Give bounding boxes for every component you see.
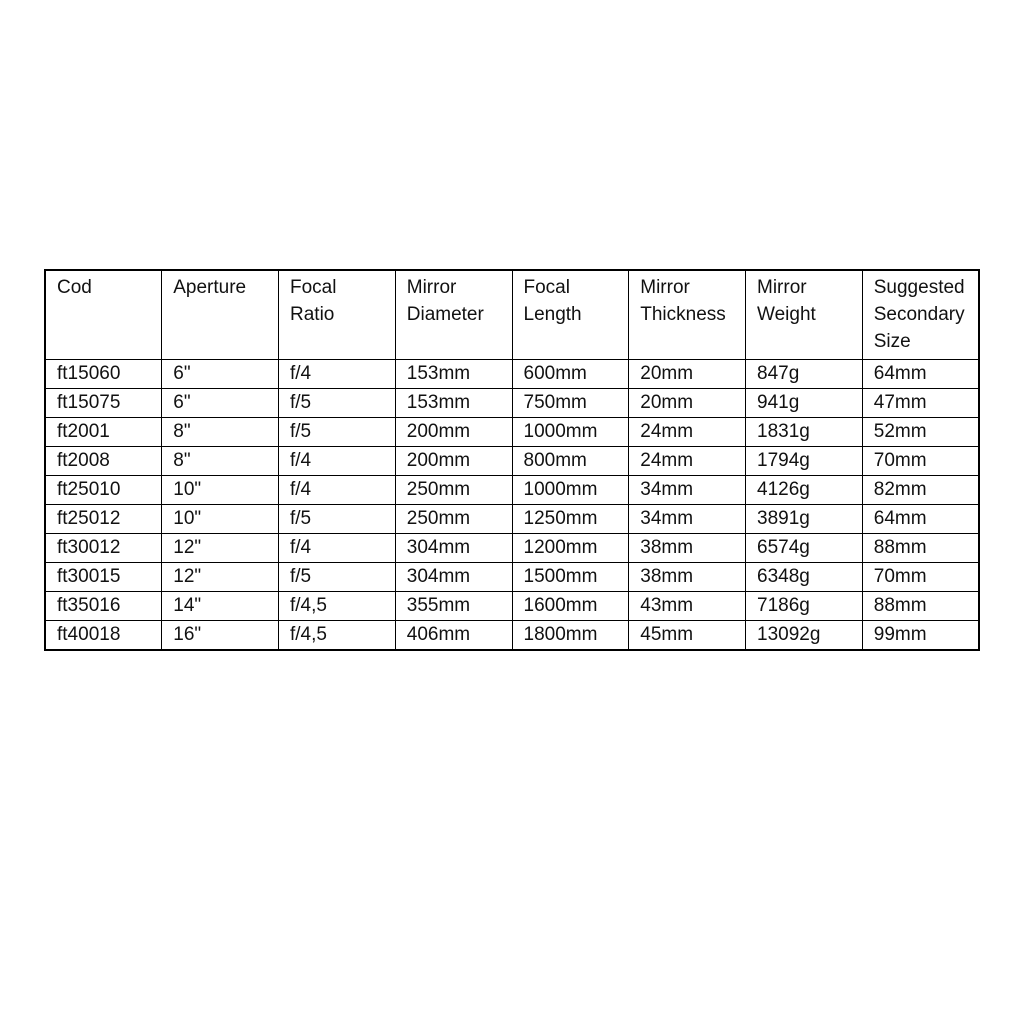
cell-mirror-diameter: 200mm xyxy=(395,447,512,476)
cell-aperture: 6" xyxy=(162,360,279,389)
table-row xyxy=(45,534,979,563)
cell-aperture: 14" xyxy=(162,592,279,621)
cell-mirror-diameter: 406mm xyxy=(395,621,512,651)
header-text: Mirror xyxy=(640,277,690,298)
cell-cod: ft15060 xyxy=(45,360,162,389)
cell-mirror-thickness: 34mm xyxy=(629,476,746,505)
cell-suggested-secondary-size: 88mm xyxy=(862,534,979,563)
cell-focal-ratio: f/5 xyxy=(279,418,396,447)
cell-mirror-diameter: 250mm xyxy=(395,505,512,534)
cell-mirror-diameter: 304mm xyxy=(395,534,512,563)
cell-focal-length: 1250mm xyxy=(512,505,629,534)
cell-mirror-weight: 4126g xyxy=(746,476,863,505)
header-cell-focal-length xyxy=(512,270,629,360)
cell-suggested-secondary-size: 99mm xyxy=(862,621,979,651)
header-cell-aperture xyxy=(162,270,279,360)
cell-aperture: 6" xyxy=(162,389,279,418)
cell-focal-length: 1800mm xyxy=(512,621,629,651)
table-row xyxy=(45,592,979,621)
cell-mirror-diameter: 304mm xyxy=(395,563,512,592)
cell-aperture: 8" xyxy=(162,418,279,447)
cell-cod: ft30012 xyxy=(45,534,162,563)
header-cell-suggested-secondary-size xyxy=(862,270,979,360)
cell-suggested-secondary-size: 52mm xyxy=(862,418,979,447)
cell-aperture: 10" xyxy=(162,505,279,534)
cell-aperture: 10" xyxy=(162,476,279,505)
header-text: Thickness xyxy=(640,304,726,325)
cell-mirror-weight: 3891g xyxy=(746,505,863,534)
table-row xyxy=(45,418,979,447)
cell-mirror-weight: 13092g xyxy=(746,621,863,651)
header-text: Suggested xyxy=(873,277,965,298)
cell-focal-ratio: f/5 xyxy=(279,505,396,534)
cell-aperture: 8" xyxy=(162,447,279,476)
cell-cod: ft15075 xyxy=(45,389,162,418)
cell-focal-ratio: f/4 xyxy=(279,360,396,389)
cell-mirror-weight: 6348g xyxy=(746,563,863,592)
cell-mirror-diameter: 153mm xyxy=(395,360,512,389)
cell-aperture: 12" xyxy=(162,563,279,592)
cell-focal-ratio: f/4 xyxy=(279,447,396,476)
table-header xyxy=(45,270,979,360)
header-text: Size xyxy=(873,331,911,352)
cell-focal-length: 1600mm xyxy=(512,592,629,621)
cell-mirror-thickness: 45mm xyxy=(629,621,746,651)
table-row xyxy=(45,476,979,505)
cell-suggested-secondary-size: 64mm xyxy=(862,505,979,534)
header-text: Weight xyxy=(757,304,816,325)
cell-focal-length: 1000mm xyxy=(512,476,629,505)
cell-mirror-weight: 6574g xyxy=(746,534,863,563)
header-cell-mirror-weight xyxy=(746,270,863,360)
header-text: Diameter xyxy=(406,304,484,325)
cell-mirror-weight: 941g xyxy=(746,389,863,418)
table-row xyxy=(45,447,979,476)
cell-suggested-secondary-size: 82mm xyxy=(862,476,979,505)
cell-cod: ft30015 xyxy=(45,563,162,592)
cell-mirror-thickness: 24mm xyxy=(629,447,746,476)
cell-focal-length: 750mm xyxy=(512,389,629,418)
cell-suggested-secondary-size: 64mm xyxy=(862,360,979,389)
cell-focal-length: 800mm xyxy=(512,447,629,476)
mirror-spec-table xyxy=(44,269,980,651)
table-row xyxy=(45,360,979,389)
header-text: Length xyxy=(523,304,582,325)
cell-mirror-weight: 847g xyxy=(746,360,863,389)
cell-mirror-thickness: 20mm xyxy=(629,360,746,389)
cell-cod: ft40018 xyxy=(45,621,162,651)
header-text: Cod xyxy=(57,277,92,298)
cell-mirror-thickness: 38mm xyxy=(629,563,746,592)
header-text: Focal xyxy=(523,277,570,298)
cell-mirror-weight: 7186g xyxy=(746,592,863,621)
cell-mirror-thickness: 34mm xyxy=(629,505,746,534)
cell-focal-length: 1000mm xyxy=(512,418,629,447)
header-cell-mirror-diameter xyxy=(395,270,512,360)
cell-mirror-weight: 1831g xyxy=(746,418,863,447)
cell-mirror-thickness: 24mm xyxy=(629,418,746,447)
table-row xyxy=(45,505,979,534)
cell-suggested-secondary-size: 88mm xyxy=(862,592,979,621)
table-body xyxy=(45,360,979,651)
header-text: Mirror xyxy=(757,277,807,298)
cell-focal-ratio: f/4,5 xyxy=(279,592,396,621)
cell-cod: ft2008 xyxy=(45,447,162,476)
header-cell-focal-ratio xyxy=(279,270,396,360)
cell-mirror-diameter: 250mm xyxy=(395,476,512,505)
cell-cod: ft35016 xyxy=(45,592,162,621)
header-text: Focal xyxy=(290,277,337,298)
cell-mirror-thickness: 38mm xyxy=(629,534,746,563)
cell-cod: ft2001 xyxy=(45,418,162,447)
cell-focal-length: 600mm xyxy=(512,360,629,389)
header-text: Mirror xyxy=(406,277,457,298)
header-text: Ratio xyxy=(290,304,335,325)
table-row xyxy=(45,389,979,418)
cell-suggested-secondary-size: 70mm xyxy=(862,563,979,592)
cell-suggested-secondary-size: 70mm xyxy=(862,447,979,476)
cell-mirror-diameter: 153mm xyxy=(395,389,512,418)
cell-focal-length: 1500mm xyxy=(512,563,629,592)
cell-cod: ft25012 xyxy=(45,505,162,534)
cell-mirror-diameter: 200mm xyxy=(395,418,512,447)
header-text: Secondary xyxy=(873,304,965,325)
cell-suggested-secondary-size: 47mm xyxy=(862,389,979,418)
cell-aperture: 16" xyxy=(162,621,279,651)
cell-focal-ratio: f/4 xyxy=(279,534,396,563)
cell-mirror-thickness: 20mm xyxy=(629,389,746,418)
cell-focal-ratio: f/5 xyxy=(279,563,396,592)
table-row xyxy=(45,621,979,651)
cell-focal-ratio: f/5 xyxy=(279,389,396,418)
cell-focal-ratio: f/4,5 xyxy=(279,621,396,651)
cell-cod: ft25010 xyxy=(45,476,162,505)
header-row xyxy=(45,270,979,360)
header-cell-mirror-thickness xyxy=(629,270,746,360)
table-row xyxy=(45,563,979,592)
header-cell-cod xyxy=(45,270,162,360)
cell-mirror-thickness: 43mm xyxy=(629,592,746,621)
cell-aperture: 12" xyxy=(162,534,279,563)
header-text: Aperture xyxy=(173,277,247,298)
cell-focal-length: 1200mm xyxy=(512,534,629,563)
cell-mirror-diameter: 355mm xyxy=(395,592,512,621)
cell-focal-ratio: f/4 xyxy=(279,476,396,505)
cell-mirror-weight: 1794g xyxy=(746,447,863,476)
